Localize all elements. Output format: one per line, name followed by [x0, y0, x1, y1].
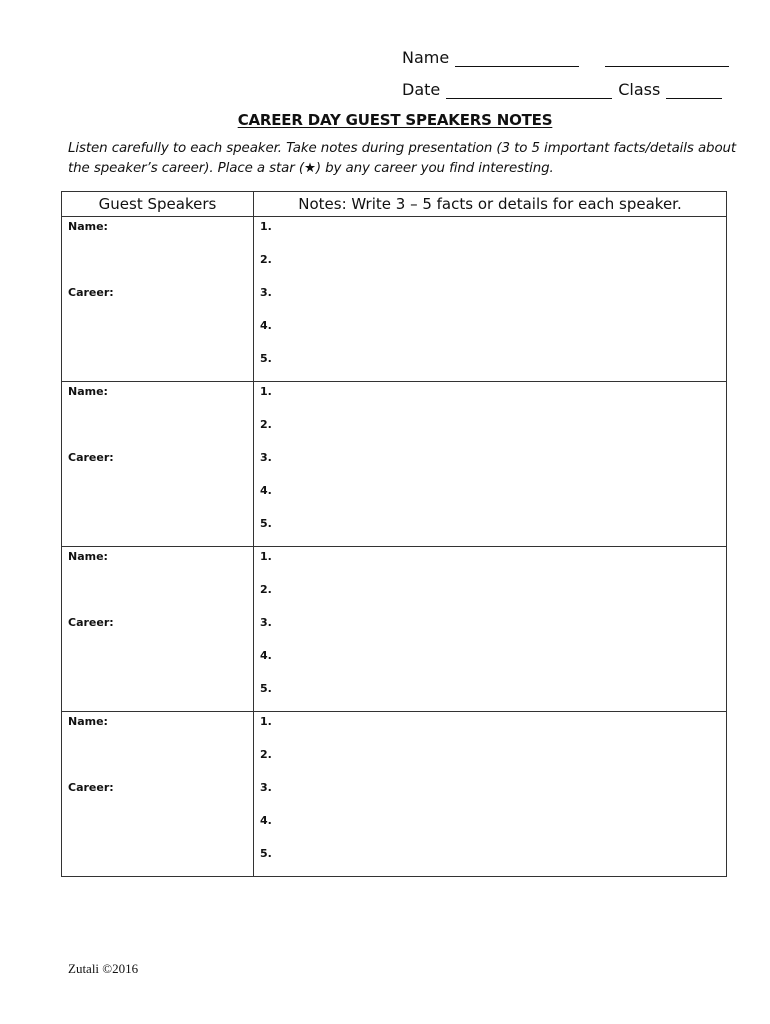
table-header-row: [62, 192, 727, 217]
fact-number: 5.: [260, 352, 272, 365]
speaker-career-label: Career:: [68, 781, 114, 794]
class-label: Class: [618, 80, 661, 99]
speaker-notes-table: [61, 191, 727, 877]
speaker-cell[interactable]: [62, 547, 254, 712]
class-blank[interactable]: [666, 84, 722, 99]
date-blank[interactable]: [446, 84, 612, 99]
speaker-career-label: Career:: [68, 616, 114, 629]
guest-speakers-header: Guest Speakers: [62, 192, 254, 217]
notes-cell[interactable]: [254, 712, 727, 877]
fact-number: 1.: [260, 550, 272, 563]
speaker-cell[interactable]: [62, 217, 254, 382]
date-label: Date: [402, 80, 441, 99]
fact-number: 2.: [260, 418, 272, 431]
speaker-name-label: Name:: [68, 385, 108, 398]
fact-number: 4.: [260, 649, 272, 662]
fact-number: 2.: [260, 748, 272, 761]
speaker-name-label: Name:: [68, 550, 108, 563]
instructions: Listen carefully to each speaker. Take notes during presentation (3 to 5 important facts/details about the speaker’s career). Place a star (★) by any career you find interesting.: [68, 141, 737, 176]
notes-cell[interactable]: [254, 547, 727, 712]
fact-number: 5.: [260, 517, 272, 530]
speaker-cell[interactable]: [62, 382, 254, 547]
table-row: [62, 712, 727, 877]
fact-number: 3.: [260, 286, 272, 299]
fact-number: 3.: [260, 781, 272, 794]
table-row: [62, 382, 727, 547]
fact-number: 2.: [260, 253, 272, 266]
name-blank-first[interactable]: [455, 52, 579, 67]
fact-number: 4.: [260, 484, 272, 497]
name-label: Name: [402, 48, 450, 67]
notes-cell[interactable]: [254, 382, 727, 547]
speaker-name-label: Name:: [68, 220, 108, 233]
fact-number: 1.: [260, 715, 272, 728]
name-blank-last[interactable]: [605, 52, 729, 67]
fact-number: 1.: [260, 385, 272, 398]
speaker-career-label: Career:: [68, 286, 114, 299]
fact-number: 2.: [260, 583, 272, 596]
fact-number: 5.: [260, 682, 272, 695]
fact-number: 3.: [260, 616, 272, 629]
fact-number: 4.: [260, 814, 272, 827]
notes-cell[interactable]: [254, 217, 727, 382]
speaker-career-label: Career:: [68, 451, 114, 464]
notes-header: Notes: Write 3 – 5 facts or details for each speaker.: [254, 192, 727, 217]
fact-number: 5.: [260, 847, 272, 860]
fact-number: 1.: [260, 220, 272, 233]
table-row: [62, 547, 727, 712]
speaker-cell[interactable]: [62, 712, 254, 877]
footer-copyright: Zutali ©2016: [68, 961, 139, 976]
name-row: [402, 48, 729, 67]
table-row: [62, 217, 727, 382]
fact-number: 4.: [260, 319, 272, 332]
speaker-name-label: Name:: [68, 715, 108, 728]
page-title: CAREER DAY GUEST SPEAKERS NOTES: [237, 111, 553, 129]
date-row: [402, 80, 722, 99]
fact-number: 3.: [260, 451, 272, 464]
